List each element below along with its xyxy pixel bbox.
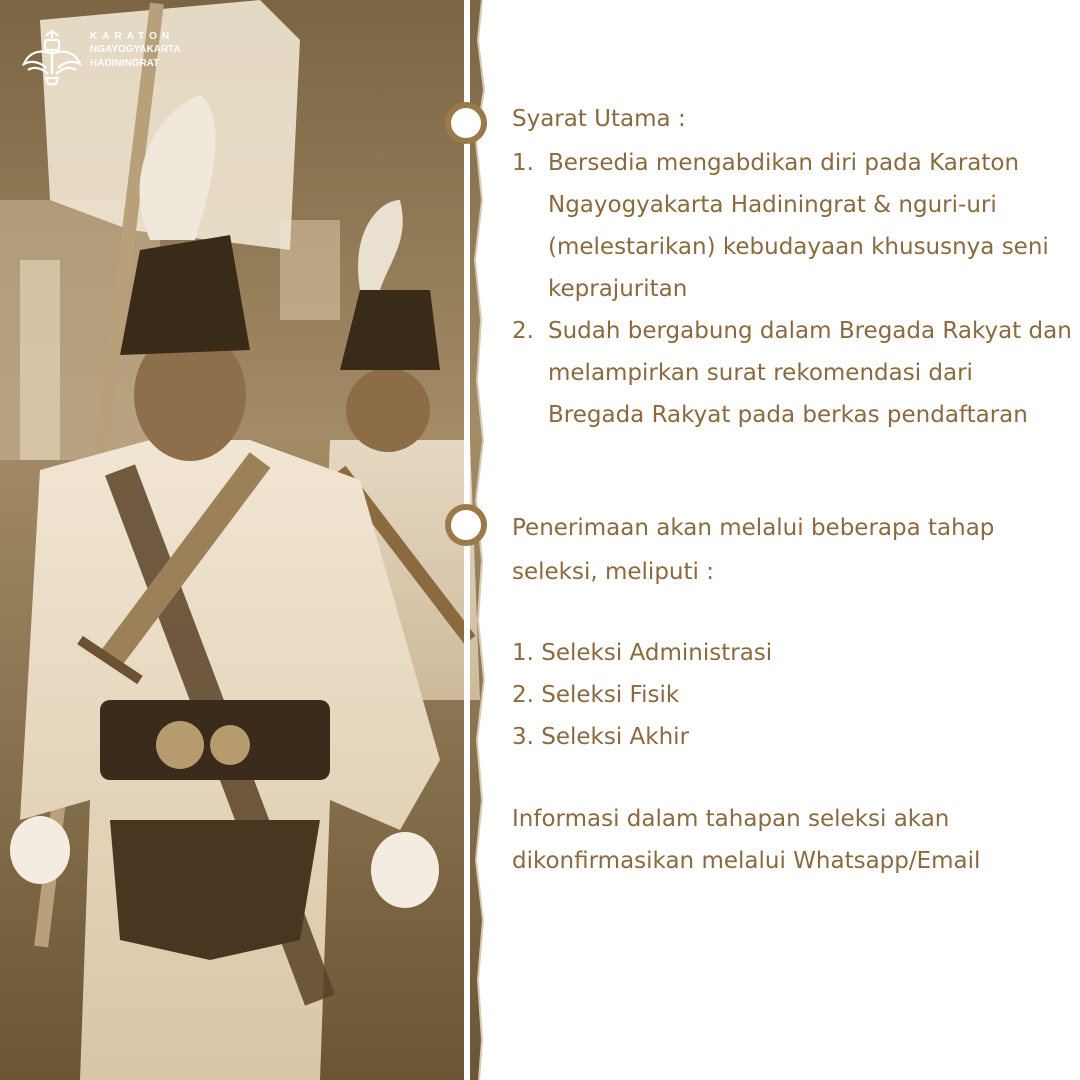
selection-stage-item: 3. Seleksi Akhir bbox=[512, 724, 690, 750]
requirement-item bbox=[512, 310, 1072, 436]
requirements-list bbox=[512, 142, 1072, 436]
karaton-logo-text bbox=[90, 30, 181, 70]
selection-stages-list bbox=[512, 632, 772, 758]
requirements-heading: Syarat Utama : bbox=[512, 106, 686, 132]
logo-line-hadiningrat: HADININGRAT bbox=[90, 58, 160, 69]
selection-stage-item: 1. Seleksi Administrasi bbox=[512, 640, 773, 666]
selection-stage-item: 2. Seleksi Fisik bbox=[512, 682, 680, 708]
selection-intro: Penerimaan akan melalui beberapa tahap seleksi, meliputi : bbox=[512, 515, 995, 585]
timeline-dot-selection bbox=[445, 504, 487, 546]
requirement-number: 1. bbox=[512, 150, 534, 176]
logo-line-karaton: KARATON bbox=[90, 31, 175, 42]
requirement-text: Sudah bergabung dalam Bregada Rakyat dan melampirkan surat rekomendasi dari Bregada Rakyat pada berkas pendaftaran bbox=[548, 318, 1072, 428]
requirement-text: Bersedia mengabdikan diri pada Karaton Ngayogyakarta Hadiningrat & nguri-uri (melestarikan) kebudayaan khususnya seni keprajuritan bbox=[548, 150, 1049, 302]
selection-info-note: Informasi dalam tahapan seleksi akan dikonfirmasikan melalui Whatsapp/Email bbox=[512, 806, 981, 874]
requirement-number: 2. bbox=[512, 318, 534, 344]
requirement-item bbox=[512, 142, 1072, 310]
soldier-photo-illustration bbox=[0, 0, 490, 1080]
karaton-logo bbox=[20, 24, 220, 88]
soldier-photo bbox=[0, 0, 490, 1080]
logo-line-ngayogyakarta: NGAYOGYAKARTA bbox=[90, 44, 181, 55]
timeline-dot-requirements bbox=[445, 102, 487, 144]
karaton-crest-icon bbox=[20, 24, 84, 88]
